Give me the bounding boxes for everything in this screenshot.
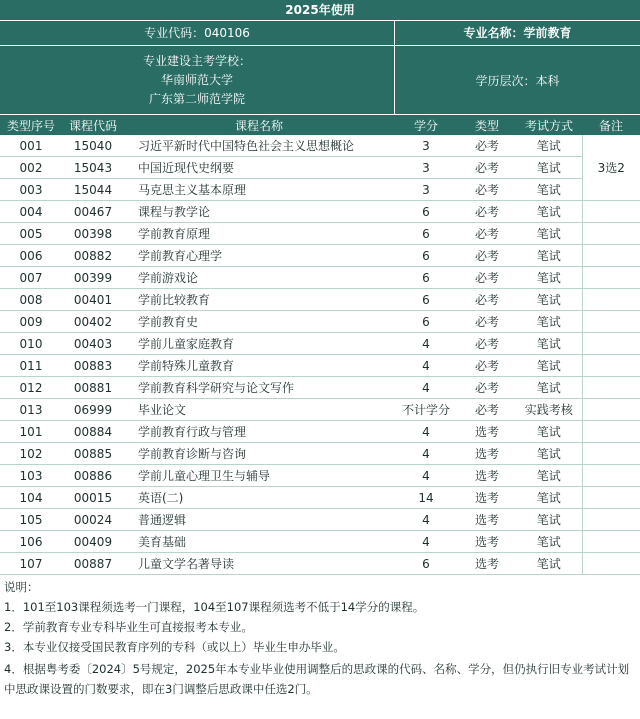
cell-exam: 笔试: [516, 223, 582, 245]
cell-type: 选考: [458, 531, 516, 553]
cell-credit: 6: [394, 553, 458, 575]
cell-name: 学前教育科学研究与论文写作: [124, 377, 394, 399]
cell-exam: 笔试: [516, 355, 582, 377]
cell-type: 选考: [458, 421, 516, 443]
cell-exam: 笔试: [516, 201, 582, 223]
cell-name: 习近平新时代中国特色社会主义思想概论: [124, 135, 394, 157]
cell-name: 学前教育原理: [124, 223, 394, 245]
cell-type: 必考: [458, 179, 516, 201]
table-row: [0, 553, 640, 575]
cell-code: 00398: [62, 223, 124, 245]
cell-type: 必考: [458, 201, 516, 223]
cell-type: 必考: [458, 135, 516, 157]
cell-code: 15040: [62, 135, 124, 157]
cell-remark-empty: [582, 355, 640, 377]
cell-seq: 013: [0, 399, 62, 421]
course-rows: [0, 135, 640, 575]
school-2: 广东第二师范学院: [148, 91, 245, 106]
col-credit: 学分: [394, 115, 458, 135]
cell-credit: 4: [394, 509, 458, 531]
table-row: [0, 179, 640, 201]
cell-remark-empty: [582, 333, 640, 355]
cell-credit: 4: [394, 421, 458, 443]
cell-remark-empty: [582, 509, 640, 531]
cell-code: 00402: [62, 311, 124, 333]
cell-name: 学前教育行政与管理: [124, 421, 394, 443]
cell-seq: 009: [0, 311, 62, 333]
cell-remark: 3选2: [582, 135, 640, 201]
cell-exam: 笔试: [516, 531, 582, 553]
cell-exam: 笔试: [516, 179, 582, 201]
cell-remark-empty: [582, 531, 640, 553]
cell-exam: 实践考核: [516, 399, 582, 421]
cell-remark-empty: [582, 487, 640, 509]
cell-seq: 104: [0, 487, 62, 509]
cell-code: 00887: [62, 553, 124, 575]
cell-code: 00403: [62, 333, 124, 355]
cell-type: 选考: [458, 553, 516, 575]
cell-remark-empty: [582, 289, 640, 311]
table-row: [0, 223, 640, 245]
cell-type: 选考: [458, 443, 516, 465]
notes-heading: 说明：: [4, 580, 39, 594]
cell-remark-empty: [582, 421, 640, 443]
cell-type: 必考: [458, 355, 516, 377]
cell-name: 学前儿童心理卫生与辅导: [124, 465, 394, 487]
cell-seq: 007: [0, 267, 62, 289]
cell-name: 英语(二): [124, 487, 394, 509]
cell-remark-empty: [582, 201, 640, 223]
cell-exam: 笔试: [516, 135, 582, 157]
table-row: [0, 245, 640, 267]
note-1: 1．101至103课程须选考一门课程，104至107课程须选考不低于14学分的课程。: [4, 600, 425, 614]
cell-seq: 005: [0, 223, 62, 245]
cell-remark-empty: [582, 377, 640, 399]
table-row: [0, 531, 640, 553]
cell-type: 必考: [458, 157, 516, 179]
cell-name: 中国近现代史纲要: [124, 157, 394, 179]
cell-seq: 008: [0, 289, 62, 311]
cell-name: 美育基础: [124, 531, 394, 553]
cell-credit: 3: [394, 179, 458, 201]
cell-code: 00467: [62, 201, 124, 223]
cell-code: 00882: [62, 245, 124, 267]
cell-type: 必考: [458, 377, 516, 399]
code-row: [0, 20, 640, 45]
cell-code: 00409: [62, 531, 124, 553]
table-row: [0, 333, 640, 355]
cell-remark-empty: [582, 311, 640, 333]
major-name: 专业名称：学前教育: [463, 26, 572, 40]
cell-credit: 6: [394, 223, 458, 245]
cell-name: 学前教育史: [124, 311, 394, 333]
cell-name: 学前教育心理学: [124, 245, 394, 267]
cell-code: 00886: [62, 465, 124, 487]
cell-code: 00015: [62, 487, 124, 509]
cell-credit: 4: [394, 333, 458, 355]
cell-seq: 102: [0, 443, 62, 465]
cell-exam: 笔试: [516, 311, 582, 333]
table-row: [0, 421, 640, 443]
cell-name: 毕业论文: [124, 399, 394, 421]
cell-credit: 4: [394, 377, 458, 399]
cell-exam: 笔试: [516, 377, 582, 399]
note-4: 4．根据粤考委〔2024〕5号规定，2025年本专业毕业使用调整后的思政课的代码、名称、学分，但仍执行旧专业考试计划中思政课设置的门数要求，即在3门调整后思政课中任选2门。: [4, 662, 630, 696]
cell-credit: 3: [394, 157, 458, 179]
table-row: [0, 509, 640, 531]
cell-seq: 105: [0, 509, 62, 531]
cell-code: 00884: [62, 421, 124, 443]
cell-remark-empty: [582, 223, 640, 245]
table-row: [0, 355, 640, 377]
plan-header: [0, 0, 640, 115]
cell-seq: 003: [0, 179, 62, 201]
cell-name: 学前游戏论: [124, 267, 394, 289]
cell-seq: 012: [0, 377, 62, 399]
col-remark: 备注: [582, 115, 640, 135]
cell-remark-empty: [582, 399, 640, 421]
cell-name: 课程与教学论: [124, 201, 394, 223]
cell-code: 15044: [62, 179, 124, 201]
table-row: [0, 201, 640, 223]
cell-type: 选考: [458, 487, 516, 509]
school-row: [0, 45, 640, 114]
cell-name: 学前儿童家庭教育: [124, 333, 394, 355]
cell-credit: 6: [394, 311, 458, 333]
cell-exam: 笔试: [516, 487, 582, 509]
cell-code: 00024: [62, 509, 124, 531]
cell-credit: 14: [394, 487, 458, 509]
table-row: [0, 135, 640, 157]
cell-type: 必考: [458, 223, 516, 245]
cell-seq: 010: [0, 333, 62, 355]
cell-code: 15043: [62, 157, 124, 179]
cell-exam: 笔试: [516, 421, 582, 443]
cell-exam: 笔试: [516, 157, 582, 179]
cell-seq: 006: [0, 245, 62, 267]
cell-seq: 107: [0, 553, 62, 575]
cell-seq: 103: [0, 465, 62, 487]
cell-exam: 笔试: [516, 245, 582, 267]
cell-seq: 101: [0, 421, 62, 443]
cell-exam: 笔试: [516, 553, 582, 575]
cell-name: 学前教育诊断与咨询: [124, 443, 394, 465]
cell-code: 00885: [62, 443, 124, 465]
table-row: [0, 377, 640, 399]
cell-credit: 不计学分: [394, 399, 458, 421]
cell-seq: 004: [0, 201, 62, 223]
table-row: [0, 487, 640, 509]
cell-exam: 笔试: [516, 267, 582, 289]
cell-name: 马克思主义基本原理: [124, 179, 394, 201]
school-heading: 专业建设主考学校：: [142, 53, 251, 68]
school-block: [0, 46, 395, 114]
cell-seq: 011: [0, 355, 62, 377]
notes: [0, 575, 640, 699]
cell-exam: 笔试: [516, 509, 582, 531]
table-row: [0, 311, 640, 333]
col-seq: 类型序号: [0, 115, 62, 135]
table-row: [0, 267, 640, 289]
cell-code: 00399: [62, 267, 124, 289]
cell-exam: 笔试: [516, 443, 582, 465]
cell-credit: 4: [394, 355, 458, 377]
cell-type: 必考: [458, 333, 516, 355]
cell-code: 00881: [62, 377, 124, 399]
table-row: [0, 157, 640, 179]
col-type: 类型: [458, 115, 516, 135]
cell-code: 00883: [62, 355, 124, 377]
cell-exam: 笔试: [516, 289, 582, 311]
cell-code: 00401: [62, 289, 124, 311]
table-row: [0, 399, 640, 421]
cell-name: 儿童文学名著导读: [124, 553, 394, 575]
table-header-row: [0, 115, 640, 135]
note-3: 3．本专业仅接受国民教育序列的专科（或以上）毕业生申办毕业。: [4, 640, 345, 654]
cell-credit: 4: [394, 443, 458, 465]
cell-seq: 002: [0, 157, 62, 179]
cell-credit: 6: [394, 245, 458, 267]
note-2: 2．学前教育专业专科毕业生可直接报考本专业。: [4, 620, 253, 634]
cell-remark-empty: [582, 267, 640, 289]
cell-credit: 3: [394, 135, 458, 157]
table-row: [0, 289, 640, 311]
cell-credit: 4: [394, 465, 458, 487]
cell-credit: 6: [394, 201, 458, 223]
major-code: 专业代码：040106: [0, 21, 395, 45]
cell-remark-empty: [582, 553, 640, 575]
cell-name: 普通逻辑: [124, 509, 394, 531]
table-row: [0, 465, 640, 487]
cell-type: 选考: [458, 509, 516, 531]
cell-seq: 106: [0, 531, 62, 553]
course-table: [0, 115, 640, 575]
table-row: [0, 443, 640, 465]
cell-remark-empty: [582, 465, 640, 487]
col-code: 课程代码: [62, 115, 124, 135]
school-1: 华南师范大学: [160, 72, 233, 87]
cell-credit: 6: [394, 289, 458, 311]
cell-name: 学前特殊儿童教育: [124, 355, 394, 377]
cell-type: 选考: [458, 465, 516, 487]
cell-exam: 笔试: [516, 465, 582, 487]
cell-credit: 4: [394, 531, 458, 553]
cell-type: 必考: [458, 399, 516, 421]
cell-name: 学前比较教育: [124, 289, 394, 311]
cell-credit: 6: [394, 267, 458, 289]
cell-code: 06999: [62, 399, 124, 421]
cell-seq: 001: [0, 135, 62, 157]
cell-remark-empty: [582, 443, 640, 465]
cell-remark-empty: [582, 245, 640, 267]
cell-type: 必考: [458, 245, 516, 267]
plan-title: 2025年使用: [285, 3, 355, 17]
cell-type: 必考: [458, 289, 516, 311]
education-level: 学历层次：本科: [475, 73, 560, 88]
cell-exam: 笔试: [516, 333, 582, 355]
cell-type: 必考: [458, 311, 516, 333]
col-name: 课程名称: [124, 115, 394, 135]
cell-type: 必考: [458, 267, 516, 289]
col-exam: 考试方式: [516, 115, 582, 135]
